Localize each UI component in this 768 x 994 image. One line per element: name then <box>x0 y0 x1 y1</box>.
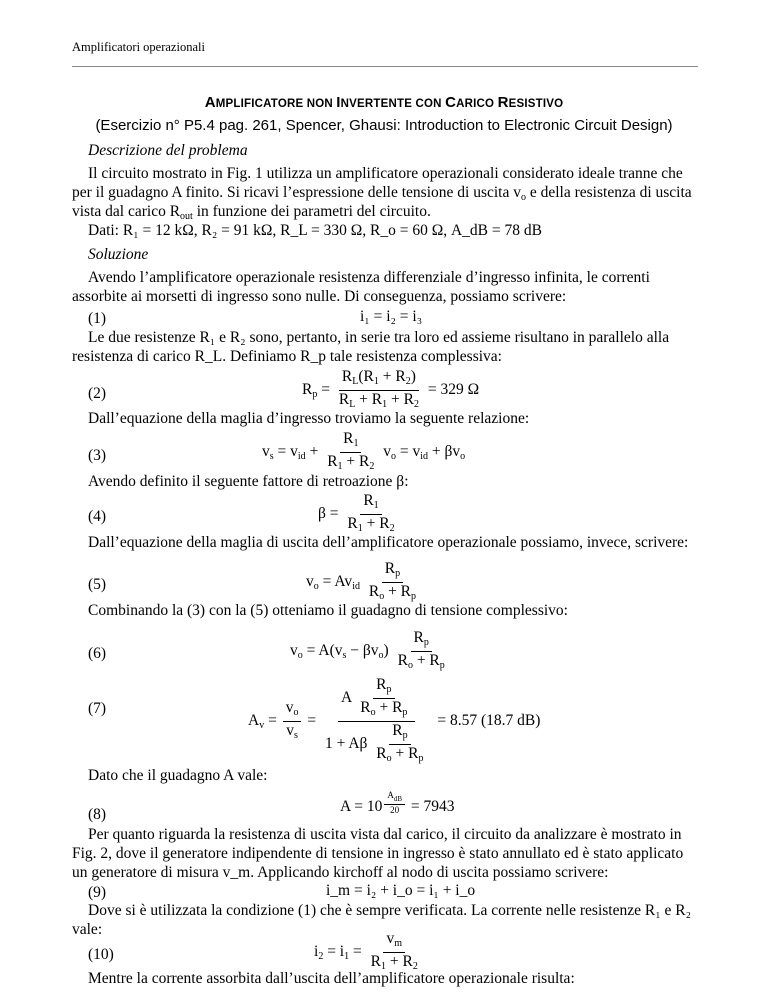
eq-number-3: (3) <box>88 447 107 464</box>
solution-line-14: vale: <box>72 921 103 938</box>
equation-8: A = 10 $^{\frac{A_{dB}}{20}}$ = 7943 <box>340 790 455 815</box>
eq-number-1: (1) <box>88 310 107 327</box>
eq-number-6: (6) <box>88 645 107 662</box>
equation-6: $v_o = A(v_s - \beta v_o)$ $\frac{R_p}{R_o + R_p}$ <box>290 629 445 671</box>
problem-line-2: per il guadagno A finito. Si ricavi l’espressione delle tensione di uscita $v_o$ e della resistenza di uscita <box>72 184 692 203</box>
solution-line-8: Combinando la (3) con la (5) otteniamo il guadagno di tensione complessivo: <box>88 602 568 619</box>
solution-line-11: Fig. 2, dove il generatore indipendente di tensione in ingresso è stato annullato ed è stato applicato <box>72 845 684 862</box>
equation-7: $A_v$ = $\frac{v_o}{v_s}$ = A $\frac{R_p}{R_o + R_p}$ 1 + Aβ $\frac{R_p}{R_o + R_p}$ = 8.57 (18.7 dB) <box>248 676 541 764</box>
problem-line-1: Il circuito mostrato in Fig. 1 utilizza un amplificatore operazionali considerato ideale tranne che <box>88 165 683 182</box>
solution-line-9: Dato che il guadagno A vale: <box>88 767 268 784</box>
equation-1: i₁ = i₂ = i₃ <box>360 308 423 325</box>
header-divider <box>72 66 698 67</box>
page-title: AMPLIFICATORE NON INVERTENTE CON CARICO RESISTIVO <box>204 94 564 111</box>
solution-line-6: Avendo definito il seguente fattore di retroazione β: <box>88 473 409 490</box>
equation-9: i_m = i₂ + i_o = i₁ + i_o <box>326 882 476 899</box>
solution-heading: Soluzione <box>88 246 149 263</box>
equation-10: $i_2 = i_1$ = $\frac{v_m}{R_1 + R_2}$ <box>314 930 418 972</box>
eq-number-4: (4) <box>88 508 107 525</box>
problem-line-3: vista dal carico $R_{out}$ in funzione dei parametri del circuito. <box>72 203 431 222</box>
eq-number-5: (5) <box>88 576 107 593</box>
page-subtitle: (Esercizio n° P5.4 pag. 261, Spencer, Ghausi: Introduction to Electronic Circuit Design) <box>95 117 673 134</box>
eq-number-2: (2) <box>88 385 107 402</box>
solution-line-1: Avendo l’amplificatore operazionale resistenza differenziale d’ingresso infinita, le correnti <box>88 269 650 286</box>
solution-line-10: Per quanto riguarda la resistenza di uscita vista dal carico, il circuito da analizzare è mostrato in <box>88 826 682 843</box>
running-header: Amplificatori operazionali <box>72 40 205 54</box>
solution-line-3: Le due resistenze R₁ e R₂ sono, pertanto, in serie tra loro ed assieme risultano in parallelo alla <box>88 329 670 346</box>
solution-line-7: Dall’equazione della maglia di uscita dell’amplificatore operazionale possiamo, invece, scrivere: <box>88 534 689 551</box>
problem-data: Dati: R₁ = 12 kΩ, R₂ = 91 kΩ, R_L = 330 Ω, R_o = 60 Ω, A_dB = 78 dB <box>88 222 542 239</box>
solution-line-12: un generatore di misura v_m. Applicando kirchoff al nodo di uscita possiamo scrivere: <box>72 864 609 881</box>
solution-line-5: Dall’equazione della maglia d’ingresso troviamo la seguente relazione: <box>88 410 530 427</box>
eq-number-8: (8) <box>88 806 107 823</box>
eq-number-9: (9) <box>88 884 107 901</box>
solution-line-15: Mentre la corrente assorbita dall’uscita dell’amplificatore operazionale risulta: <box>88 970 575 987</box>
equation-2: $R_p$ = $\frac{R_L(R_1 + R_2)}{R_L + R_1 + R_2}$ = 329 Ω <box>302 368 480 410</box>
solution-line-4: resistenza di carico R_L. Definiamo R_p tale resistenza complessiva: <box>72 348 502 365</box>
eq-number-10: (10) <box>88 946 114 963</box>
solution-line-2: assorbite ai morsetti di ingresso sono nulle. Di conseguenza, possiamo scrivere: <box>72 288 567 305</box>
problem-heading: Descrizione del problema <box>88 142 248 159</box>
solution-line-13: Dove si è utilizzata la condizione (1) che è sempre verificata. La corrente nelle resistenze R₁ e R₂ <box>88 902 691 919</box>
equation-5: $v_o = Av_{id}$ $\frac{R_p}{R_o + R_p}$ <box>306 560 417 602</box>
equation-4: β = $\frac{R_1}{R_1 + R_2}$ <box>318 492 395 534</box>
equation-3: $v_s = v_{id}$ + $\frac{R_1}{R_1 + R_2}$ $v_o = v_{id} + \beta v_o$ <box>262 430 466 472</box>
eq-number-7: (7) <box>88 700 107 717</box>
